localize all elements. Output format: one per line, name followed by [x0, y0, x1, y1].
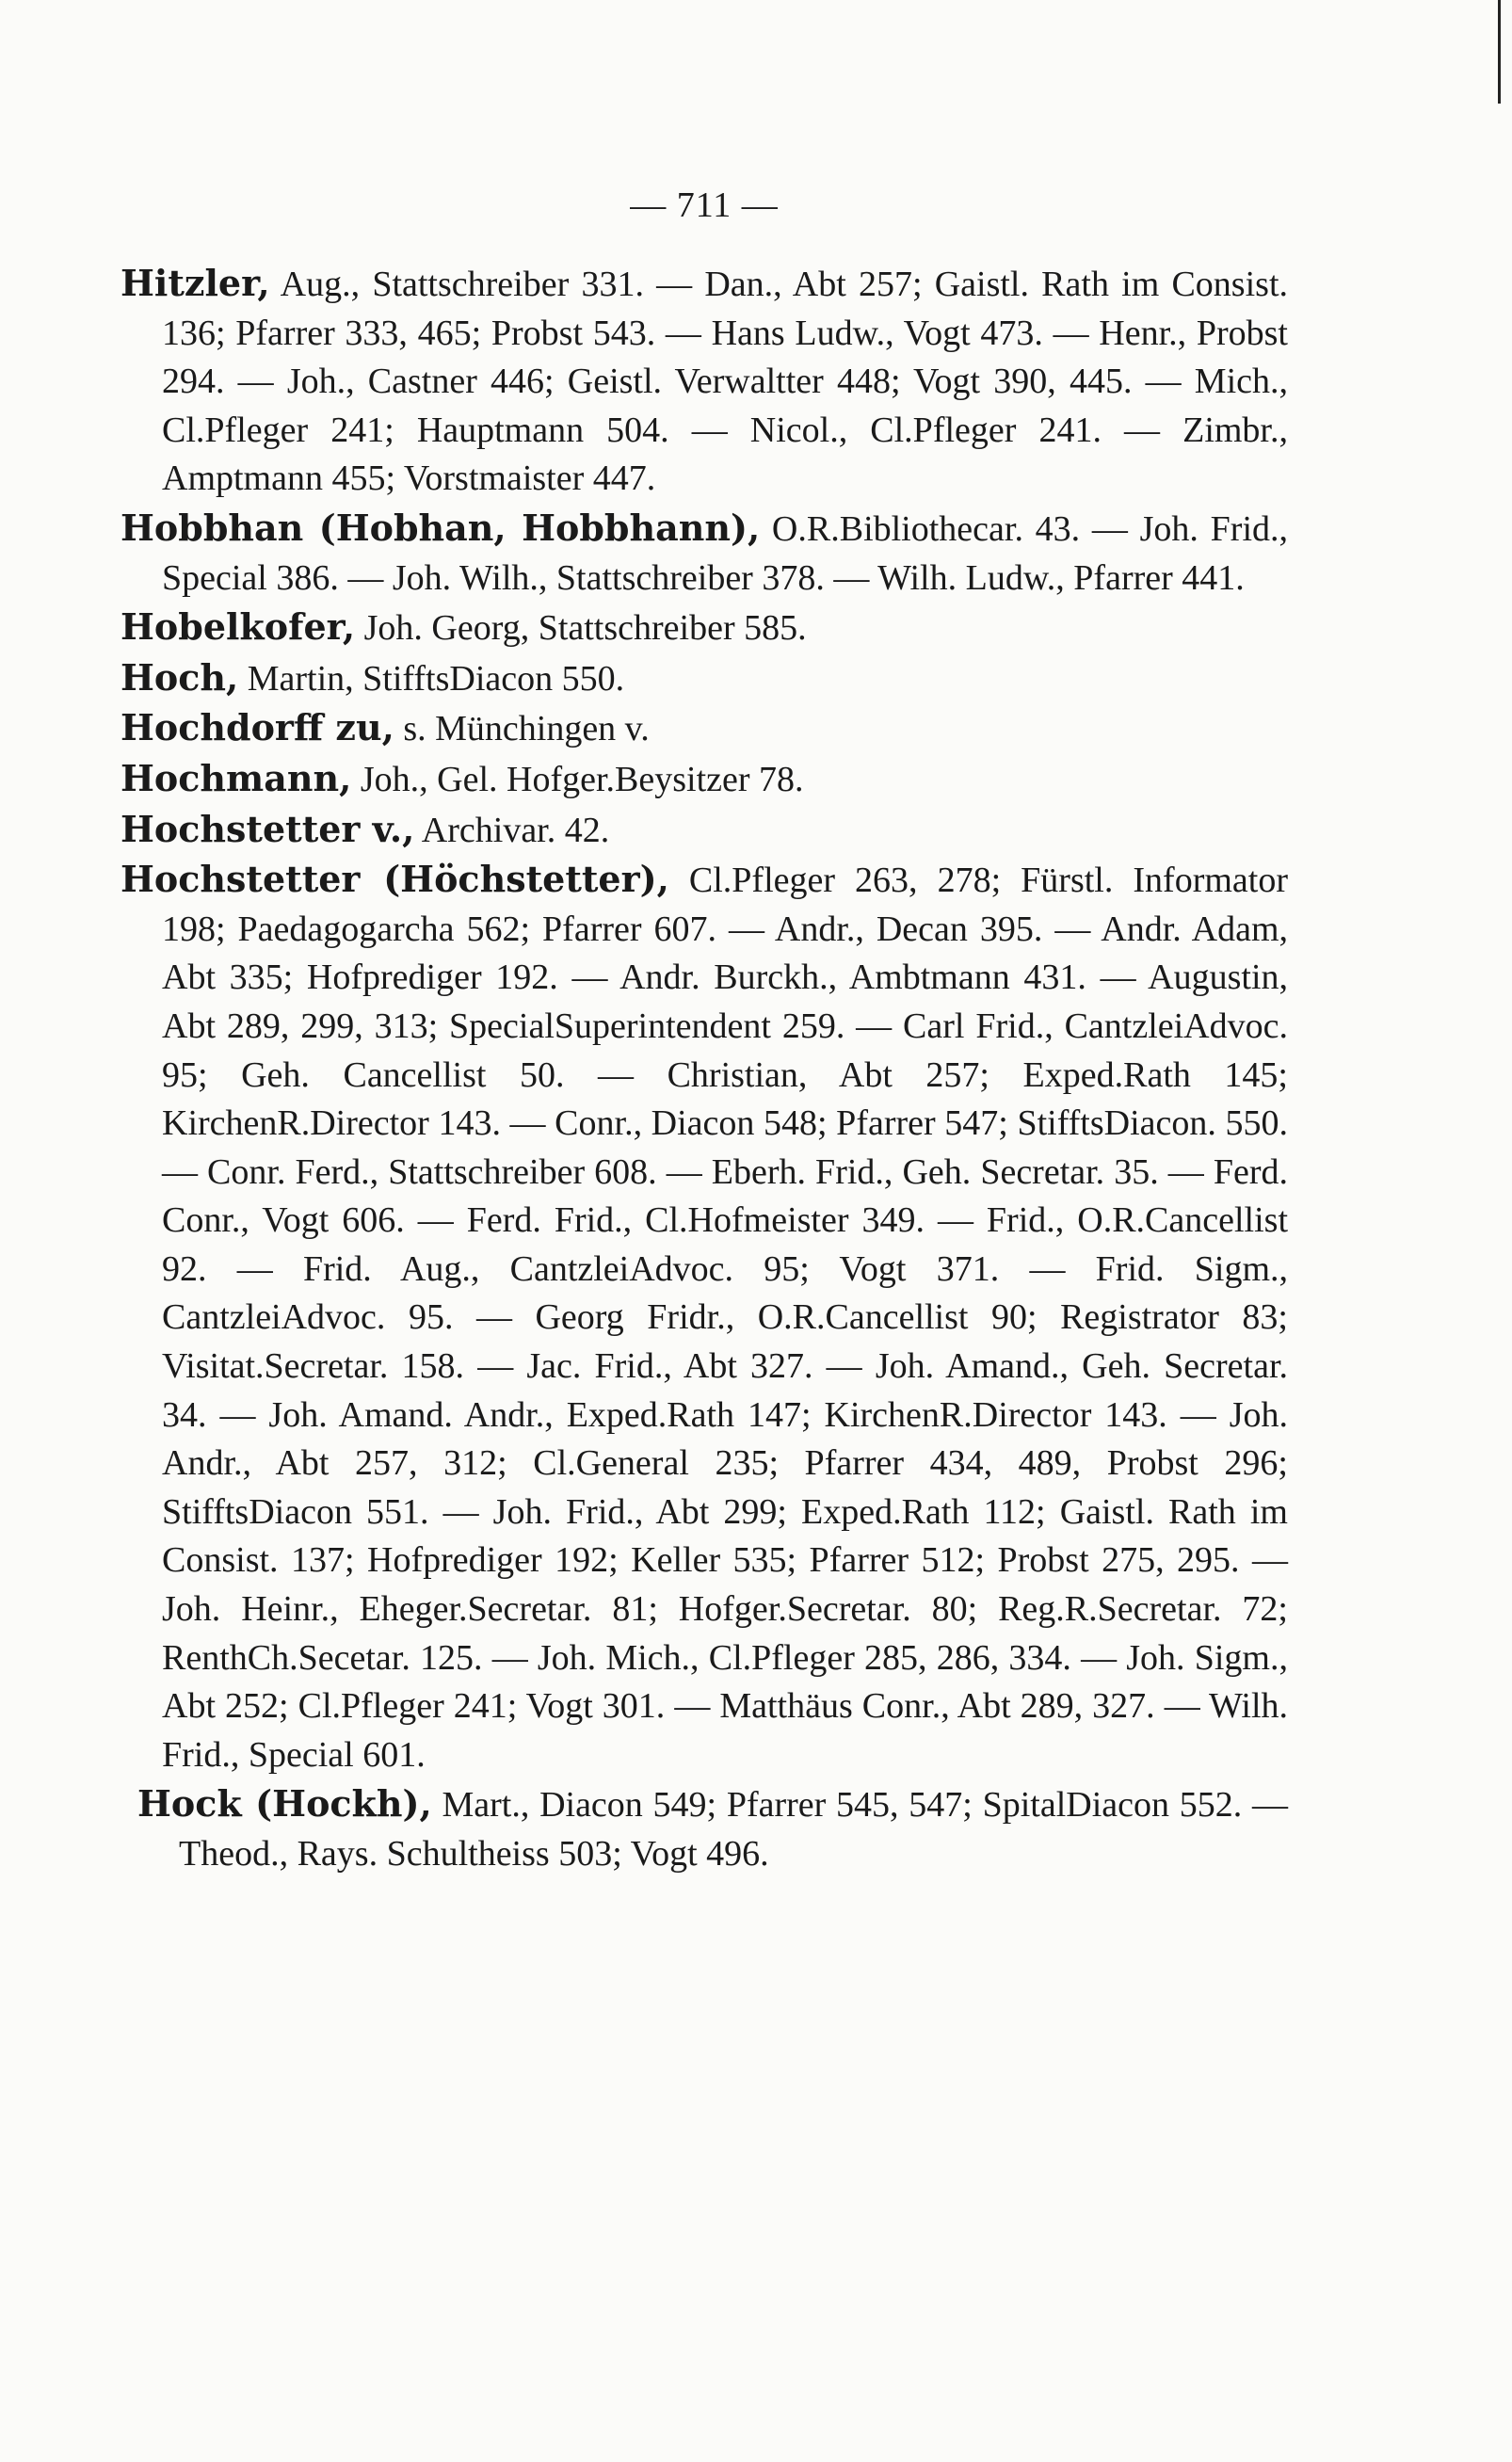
- index-entry-hoch: [121, 653, 1288, 704]
- entry-text: O.R.Bibliothecar. 43. — Joh. Frid., Special 386. — Joh. Wilh., Stattschreiber 378. — Wilh. Ludw., Pfarrer 441.: [162, 508, 1288, 598]
- index-entry-hochstetter-v: [121, 805, 1288, 856]
- entry-text: Cl.Pfleger 263, 278; Fürstl. Informator 198; Paedagogarcha 562; Pfarrer 607. — Andr., Decan 395. — Andr. Adam, Abt 335; Hofprediger 192. — Andr. Burckh., Ambtmann 431. — Augustin, Abt 289, 299, 313; SpecialSuperintendent 259. — Carl Frid., CantzleiAdvoc. 95; Geh. Cancellist 50. — Christian, Abt 257; Exped.Rath 145; KirchenR.Director 143. — Conr., Diacon 548; Pfarrer 547; StifftsDiacon. 550. — Conr. Ferd., Stattschreiber 608. — Eberh. Frid., Geh. Secretar. 35. — Ferd. Conr., Vogt 606. — Ferd. Frid., Cl.Hofmeister 349. — Frid., O.R.Cancellist 92. — Frid. Aug., CantzleiAdvoc. 95; Vogt 371. — Frid. Sigm., CantzleiAdvoc. 95. — Georg Fridr., O.R.Cancellist 90; Registrator 83; Visitat.Secretar. 158. — Jac. Frid., Abt 327. — Joh. Amand., Geh. Secretar. 34. — Joh. Amand. Andr., Exped.Rath 147; KirchenR.Director 143. — Joh. Andr., Abt 257, 312; Cl.General 235; Pfarrer 434, 489, Probst 296; StifftsDiacon 551. — Joh. Frid., Abt 299; Exped.Rath 112; Gaistl. Rath im Consist. 137; Hofprediger 192; Keller 535; Pfarrer 512; Probst 275, 295. — Joh. Heinr., Eheger.Secretar. 81; Hofger.Secretar. 80; Reg.R.Secretar. 72; RenthCh.Secetar. 125. — Joh. Mich., Cl.Pfleger 285, 286, 334. — Joh. Sigm., Abt 252; Cl.Pfleger 241; Vogt 301. — Matthäus Conr., Abt 289, 327. — Wilh. Frid., Special 601.: [162, 861, 1288, 1775]
- entry-text: s. Münchingen v.: [394, 709, 650, 749]
- entry-text: Aug., Stattschreiber 331. — Dan., Abt 257; Gaistl. Rath im Consist. 136; Pfarrer 333, 465; Probst 543. — Hans Ludw., Vogt 473. — Henr., Probst 294. — Joh., Castner 446; Geistl. Verwaltter 448; Vogt 390, 445. — Mich., Cl.Pfleger 241; Hauptmann 504. — Nicol., Cl.Pfleger 241. — Zimbr., Amptmann 455; Vorstmaister 447.: [162, 265, 1288, 499]
- index-entries: [121, 259, 1288, 1879]
- entry-headword: Hochstetter (Höchstetter),: [121, 858, 669, 901]
- entry-headword: Hochdorff zu,: [121, 706, 394, 749]
- page-edge-mark: [1498, 0, 1501, 104]
- entry-text: Joh., Gel. Hofger.Beysitzer 78.: [351, 759, 804, 799]
- entry-headword: Hoch,: [121, 655, 239, 699]
- entry-headword: Hock (Hockh),: [137, 1782, 432, 1826]
- entry-text: Archivar. 42.: [414, 810, 610, 850]
- document-page: [121, 0, 1288, 2462]
- entry-text: Joh. Georg, Stattschreiber 585.: [355, 608, 807, 649]
- index-entry-hobelkofer: [121, 603, 1288, 653]
- index-entry-hobbhan: [121, 504, 1288, 603]
- index-entry-hochstetter: [121, 855, 1288, 1779]
- entry-text: Mart., Diacon 549; Pfarrer 545, 547; SpitalDiacon 552. — Theod., Rays. Schultheiss 503; Vogt 496.: [179, 1785, 1288, 1874]
- entry-headword: Hochstetter v.,: [121, 807, 415, 850]
- index-entry-hochdorff: [121, 703, 1288, 754]
- entry-headword: Hochmann,: [121, 756, 352, 799]
- entry-headword: Hitzler,: [121, 262, 270, 304]
- index-entry-hochmann: [121, 754, 1288, 805]
- entry-headword: Hobelkofer,: [121, 605, 356, 649]
- entry-text: Martin, StifftsDiacon 550.: [238, 658, 625, 699]
- page-number: — 711 —: [630, 185, 779, 225]
- entry-headword: Hobbhan (Hobhan, Hobbhann),: [121, 506, 761, 549]
- index-entry-hitzler: [121, 259, 1288, 504]
- index-entry-hock: [137, 1779, 1288, 1878]
